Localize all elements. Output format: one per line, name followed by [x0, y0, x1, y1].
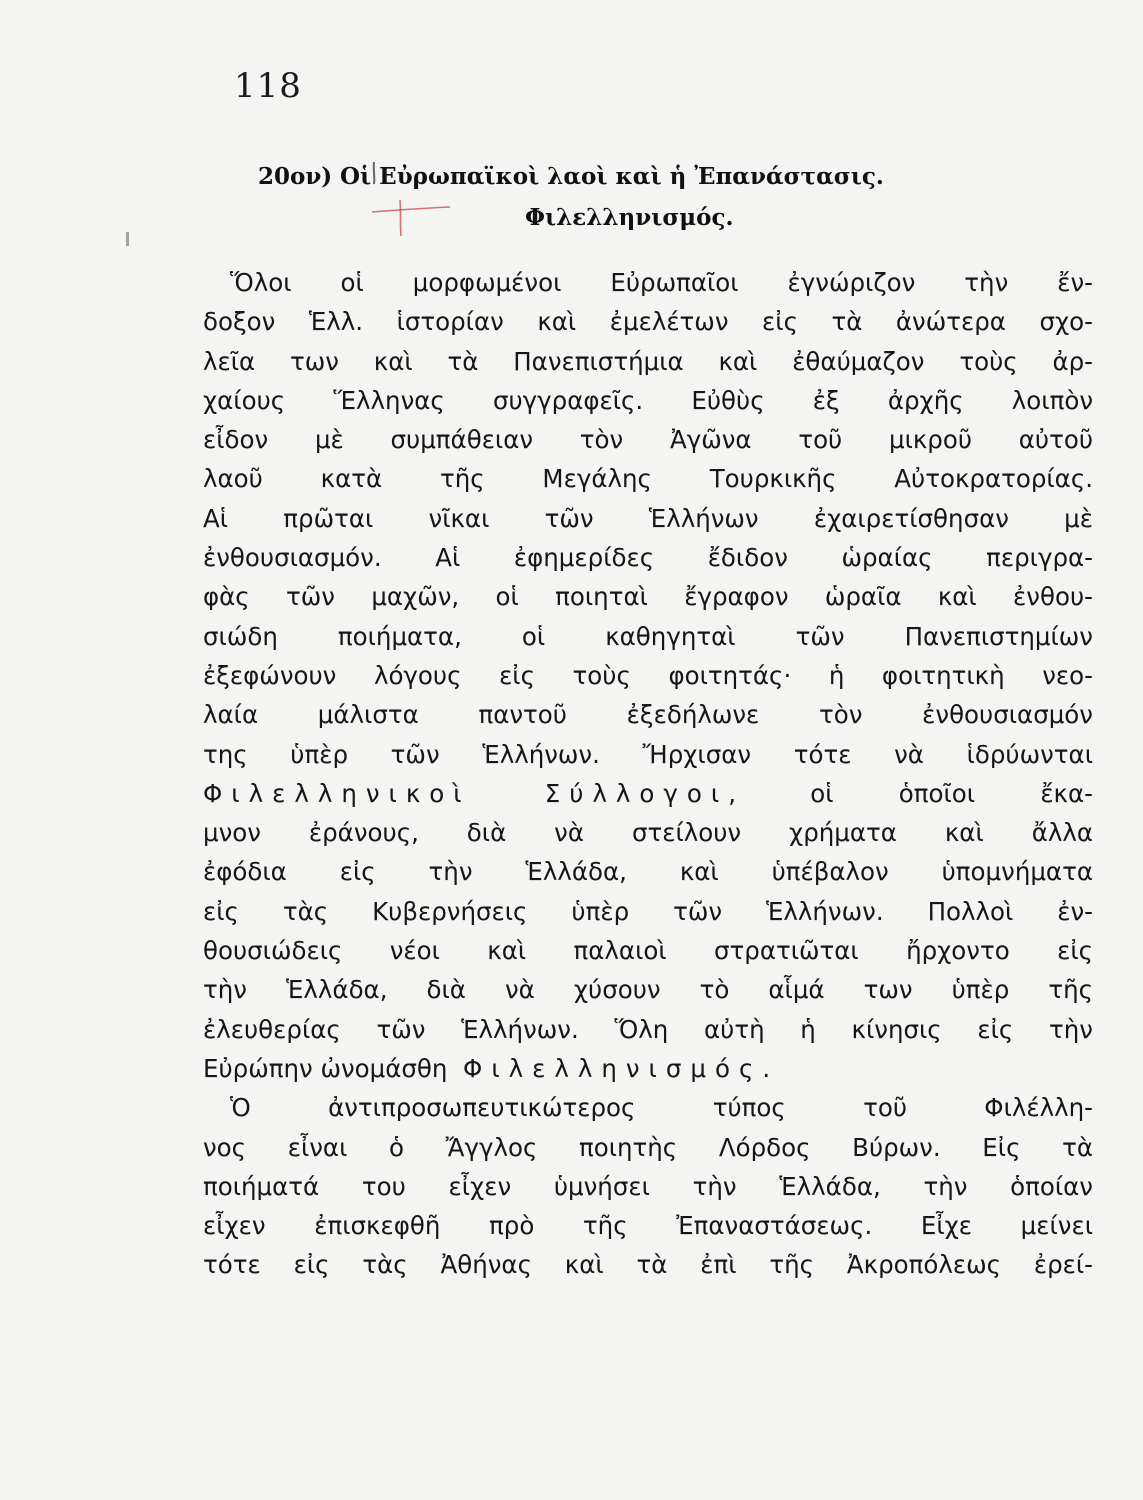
- text-line: τότε εἰς τὰς Ἀθήνας καὶ τὰ ἐπὶ τῆς Ἀκροπόλεως ἐρεί-: [203, 1250, 1093, 1280]
- spaced-term-philhellenic-societies: Φιλελληνικοὶ Σύλλογοι,: [203, 778, 745, 808]
- text-line: λεῖα των καὶ τὰ Πανεπιστήμια καὶ ἐθαύμαζον τοὺς ἀρ-: [203, 346, 1093, 376]
- text-line: ἐφόδια εἰς τὴν Ἑλλάδα, καὶ ὑπέβαλον ὑπομνήματα: [203, 857, 1093, 887]
- text-line-with-spaced-term: [203, 774, 1093, 813]
- text-fragment: Εὐρώπην ὠνομάσθη: [203, 1053, 448, 1083]
- text-line: εἶδον μὲ συμπάθειαν τὸν Ἀγῶνα τοῦ μικροῦ αὐτοῦ: [203, 425, 1093, 455]
- text-line: ἐλευθερίας τῶν Ἑλλήνων. Ὅλη αὐτὴ ἡ κίνησις εἰς τὴν: [203, 1014, 1093, 1044]
- text-line: θουσιώδεις νέοι καὶ παλαιοὶ στρατιῶται ἤρχοντο εἰς: [203, 936, 1093, 966]
- text-line: χαίους Ἕλληνας συγγραφεῖς. Εὐθὺς ἐξ ἀρχῆς λοιπὸν: [203, 385, 1093, 415]
- text-line: φὰς τῶν μαχῶν, οἱ ποιηταὶ ἔγραφον ὡραῖα καὶ ἐνθου-: [203, 582, 1093, 612]
- text-line: εἰς τὰς Κυβερνήσεις ὑπὲρ τῶν Ἑλλήνων. Πολλοὶ ἐν-: [203, 896, 1093, 926]
- body-text: [203, 263, 1093, 1285]
- text-line-with-spaced-term: [203, 1049, 1093, 1088]
- text-line: ἐξεφώνουν λόγους εἰς τοὺς φοιτητάς· ἡ φοιτητικὴ νεο-: [203, 660, 1093, 690]
- text-line: της ὑπὲρ τῶν Ἑλλήνων. Ἤρχισαν τότε νὰ ἱδρύωνται: [203, 739, 1093, 769]
- page-number: 118: [234, 66, 302, 106]
- text-line: σιώδη ποιήματα, οἱ καθηγηταὶ τῶν Πανεπιστημίων: [203, 621, 1093, 651]
- text-line: ποιήματά του εἶχεν ὑμνήσει τὴν Ἑλλάδα, τὴν ὁποίαν: [203, 1171, 1093, 1201]
- text-line: τὴν Ἑλλάδα, διὰ νὰ χύσουν τὸ αἷμά των ὑπὲρ τῆς: [203, 975, 1093, 1005]
- text-line: Αἱ πρῶται νῖκαι τῶν Ἑλλήνων ἐχαιρετίσθησαν μὲ: [203, 503, 1093, 533]
- text-line: Ὅλοι οἱ μορφωμένοι Εὐρωπαῖοι ἐγνώριζον τὴν ἔν-: [230, 268, 1093, 297]
- text-line: δοξον Ἑλλ. ἱστορίαν καὶ ἐμελέτων εἰς τὰ ἀνώτερα σχο-: [203, 307, 1093, 337]
- margin-speck: [126, 232, 129, 246]
- text-line: λαοῦ κατὰ τῆς Μεγάλης Τουρκικῆς Αὐτοκρατορίας.: [203, 464, 1093, 494]
- text-fragment: οἱ ὁποῖοι ἔκα-: [810, 778, 1093, 808]
- text-line: Ὁ ἀντιπροσωπευτικώτερος τύπος τοῦ Φιλέλλη-: [230, 1093, 1093, 1123]
- text-line: μνον ἐράνους, διὰ νὰ στείλουν χρήματα καὶ ἄλλα: [203, 818, 1093, 848]
- text-line: ἐνθουσιασμόν. Αἱ ἐφημερίδες ἔδιδον ὡραίας περιγρα-: [203, 543, 1093, 573]
- handwritten-cross-mark-icon: [370, 158, 460, 238]
- text-line: νος εἶναι ὁ Ἄγγλος ποιητὴς Λόρδος Βύρων. Εἰς τὰ: [203, 1132, 1093, 1162]
- section-number: 20ον): [258, 163, 333, 190]
- section-title-line-2: Φιλελληνισμός.: [525, 204, 734, 231]
- text-line: λαία μάλιστα παντοῦ ἐξεδήλωνε τὸν ἐνθουσιασμόν: [203, 700, 1093, 730]
- spaced-term-philhellenism: Φιλελληνισμός.: [463, 1053, 780, 1083]
- text-line: εἶχεν ἐπισκεφθῆ πρὸ τῆς Ἐπαναστάσεως. Εἶχε μείνει: [203, 1211, 1093, 1241]
- section-title-line-1: Οἱ Εὐρωπαϊκοὶ λαοὶ καὶ ἡ Ἐπανάστασις.: [340, 163, 884, 190]
